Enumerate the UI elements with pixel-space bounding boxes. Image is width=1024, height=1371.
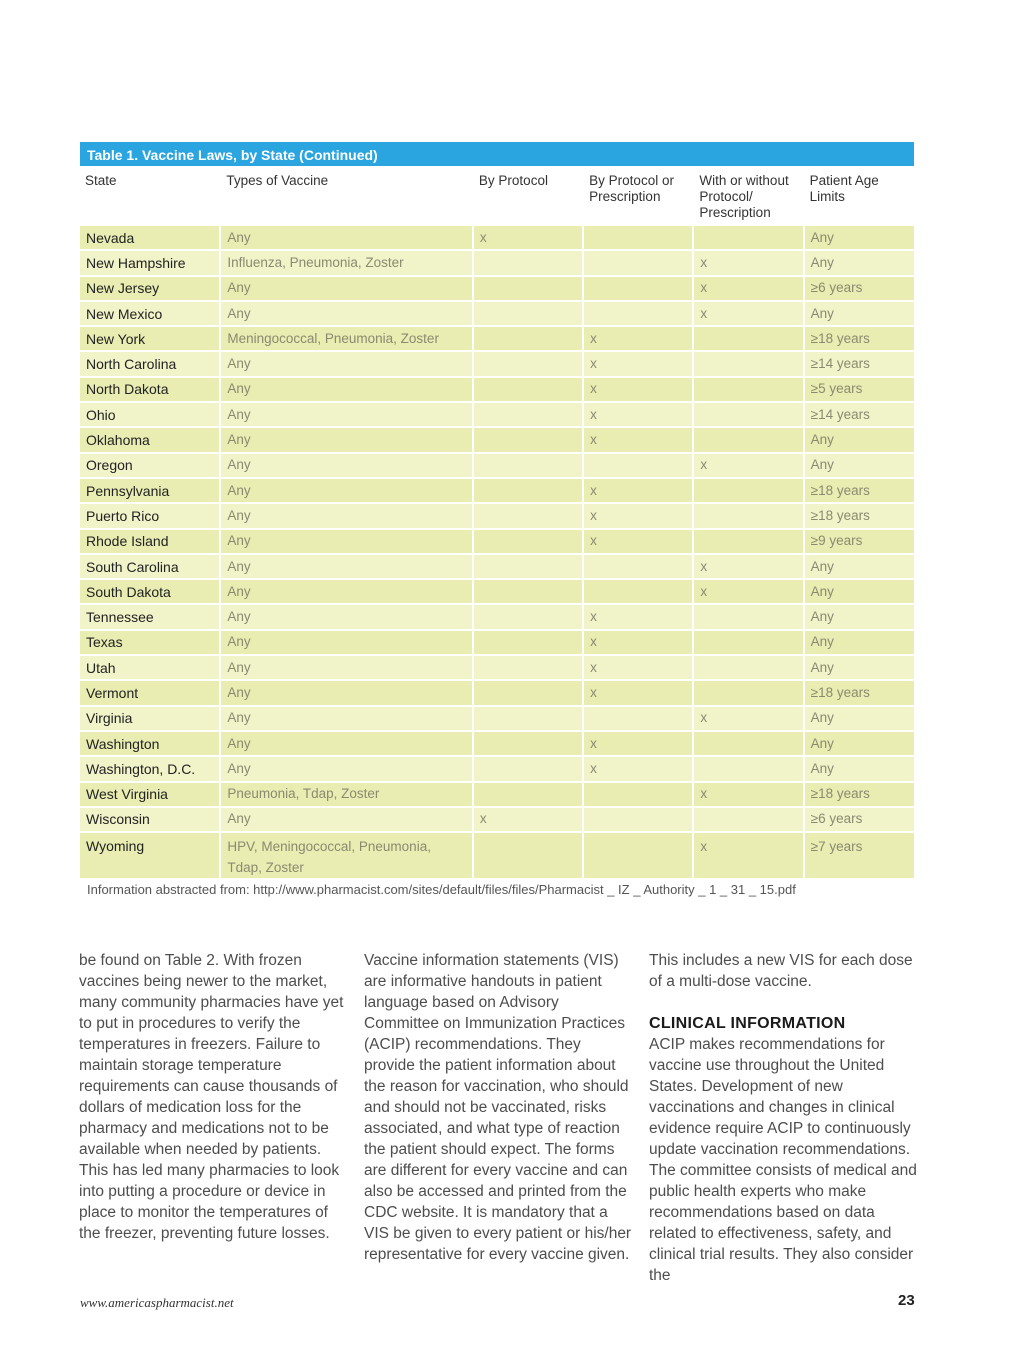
cell-by-protocol (474, 479, 582, 502)
cell-protocol-or-prescription: x (584, 352, 692, 375)
cell-vaccine-types: Any (221, 277, 472, 300)
cell-state: New Jersey (80, 277, 219, 300)
cell-protocol-or-prescription: x (584, 504, 692, 527)
cell-by-protocol (474, 631, 582, 654)
table-row (80, 605, 914, 628)
vaccine-laws-table (80, 142, 914, 880)
table-row (80, 631, 914, 654)
cell-protocol-or-prescription: x (584, 403, 692, 426)
cell-protocol-or-prescription: x (584, 530, 692, 553)
cell-state: Ohio (80, 403, 219, 426)
table-row (80, 732, 914, 755)
body-column-3 (649, 950, 917, 1286)
cell-vaccine-types: Any (221, 631, 472, 654)
cell-age-limit: Any (805, 580, 914, 603)
cell-with-or-without: x (694, 707, 802, 730)
cell-state: Washington, D.C. (80, 757, 219, 780)
cell-age-limit: ≥6 years (805, 808, 914, 831)
cell-by-protocol (474, 530, 582, 553)
cell-age-limit: ≥18 years (805, 783, 914, 806)
table-header-row (80, 168, 914, 224)
cell-age-limit: Any (805, 454, 914, 477)
table-row (80, 226, 914, 249)
cell-with-or-without (694, 226, 802, 249)
table-row (80, 428, 914, 451)
cell-by-protocol (474, 428, 582, 451)
table-row (80, 352, 914, 375)
cell-by-protocol (474, 454, 582, 477)
table-row (80, 656, 914, 679)
cell-protocol-or-prescription (584, 302, 692, 325)
cell-protocol-or-prescription: x (584, 378, 692, 401)
cell-protocol-or-prescription (584, 707, 692, 730)
table-row (80, 504, 914, 527)
header-types: Types of Vaccine (226, 173, 329, 188)
cell-by-protocol (474, 403, 582, 426)
cell-vaccine-types: Any (221, 681, 472, 704)
cell-with-or-without: x (694, 251, 802, 274)
cell-with-or-without (694, 732, 802, 755)
table-row (80, 530, 914, 553)
cell-with-or-without (694, 504, 802, 527)
cell-state: Pennsylvania (80, 479, 219, 502)
table-row (80, 378, 914, 401)
header-age-limits: Patient Age Limits (809, 173, 879, 204)
cell-state: West Virginia (80, 783, 219, 806)
cell-state: South Dakota (80, 580, 219, 603)
cell-protocol-or-prescription (584, 580, 692, 603)
cell-age-limit: Any (805, 605, 914, 628)
cell-vaccine-types: Meningococcal, Pneumonia, Zoster (221, 327, 472, 350)
cell-by-protocol (474, 555, 582, 578)
cell-by-protocol (474, 605, 582, 628)
body-paragraph: This includes a new VIS for each dose of a multi-dose vaccine. (649, 952, 913, 990)
body-paragraph: Vaccine information statements (VIS) are informative handouts in patient language based on Advisory Committee on Immunization Practices (ACIP) recommendations. They provide the patient information about the reason for vaccination, who should and should not be vaccinated, risks associated, and what type of reaction the patient should expect. The forms are different for every vaccine and can also be accessed and printed from the CDC website. It is mandatory that a VIS be given to every patient or his/her representative for every vaccine given. (364, 952, 632, 1263)
cell-by-protocol (474, 656, 582, 679)
cell-age-limit: Any (805, 656, 914, 679)
cell-state: Washington (80, 732, 219, 755)
cell-age-limit: Any (805, 428, 914, 451)
cell-with-or-without (694, 530, 802, 553)
cell-vaccine-types: Any (221, 656, 472, 679)
page-number: 23 (898, 1292, 915, 1309)
table-row (80, 454, 914, 477)
cell-age-limit: Any (805, 226, 914, 249)
cell-vaccine-types: Any (221, 504, 472, 527)
cell-state: Virginia (80, 707, 219, 730)
cell-by-protocol (474, 352, 582, 375)
cell-vaccine-types: Any (221, 530, 472, 553)
cell-age-limit: ≥18 years (805, 327, 914, 350)
cell-with-or-without: x (694, 277, 802, 300)
cell-age-limit: Any (805, 251, 914, 274)
cell-vaccine-types: Any (221, 555, 472, 578)
cell-age-limit: ≥7 years (805, 833, 914, 878)
cell-with-or-without (694, 631, 802, 654)
cell-by-protocol (474, 757, 582, 780)
cell-by-protocol (474, 580, 582, 603)
cell-protocol-or-prescription: x (584, 757, 692, 780)
cell-age-limit: ≥14 years (805, 352, 914, 375)
body-paragraph: be found on Table 2. With frozen vaccines being newer to the market, many community pharmacies have yet to put in procedures to verify the temperatures in freezers. Failure to maintain storage temperature requirements can cause thousands of dollars of medication loss for the pharmacy and medications not to be available when needed by patients. This has led many pharmacies to look into putting a procedure or device in place to monitor the temperatures of the freezer, preventing future losses. (79, 952, 344, 1242)
cell-with-or-without: x (694, 555, 802, 578)
cell-with-or-without: x (694, 302, 802, 325)
cell-vaccine-types: Any (221, 403, 472, 426)
cell-protocol-or-prescription (584, 783, 692, 806)
cell-age-limit: ≥6 years (805, 277, 914, 300)
cell-vaccine-types: Any (221, 352, 472, 375)
cell-protocol-or-prescription (584, 277, 692, 300)
table-row (80, 757, 914, 780)
table-title: Table 1. Vaccine Laws, by State (Continued) (80, 142, 914, 166)
cell-state: Oregon (80, 454, 219, 477)
cell-with-or-without (694, 403, 802, 426)
cell-by-protocol (474, 327, 582, 350)
cell-age-limit: ≥18 years (805, 681, 914, 704)
table-row (80, 555, 914, 578)
cell-protocol-or-prescription (584, 555, 692, 578)
cell-age-limit: ≥14 years (805, 403, 914, 426)
cell-age-limit: ≥18 years (805, 504, 914, 527)
cell-age-limit: Any (805, 707, 914, 730)
cell-age-limit: ≥9 years (805, 530, 914, 553)
cell-by-protocol: x (474, 226, 582, 249)
section-heading: CLINICAL INFORMATION (649, 1015, 846, 1032)
table-row (80, 833, 914, 878)
table-row (80, 479, 914, 502)
header-by-protocol: By Protocol (478, 173, 548, 188)
cell-vaccine-types: Any (221, 580, 472, 603)
cell-state: South Carolina (80, 555, 219, 578)
cell-with-or-without: x (694, 783, 802, 806)
footer-url: www.americaspharmacist.net (80, 1295, 234, 1310)
table-row (80, 580, 914, 603)
cell-state: North Carolina (80, 352, 219, 375)
cell-age-limit: Any (805, 302, 914, 325)
cell-with-or-without (694, 681, 802, 704)
cell-vaccine-types: Any (221, 707, 472, 730)
cell-protocol-or-prescription: x (584, 428, 692, 451)
cell-with-or-without: x (694, 454, 802, 477)
cell-by-protocol (474, 277, 582, 300)
table-row (80, 681, 914, 704)
cell-with-or-without (694, 327, 802, 350)
cell-by-protocol (474, 707, 582, 730)
header-with-or-without: With or without Protocol/ Prescription (699, 173, 789, 220)
cell-by-protocol (474, 732, 582, 755)
cell-protocol-or-prescription: x (584, 732, 692, 755)
cell-age-limit: Any (805, 757, 914, 780)
table-row (80, 302, 914, 325)
cell-age-limit: Any (805, 631, 914, 654)
cell-with-or-without (694, 605, 802, 628)
cell-state: Texas (80, 631, 219, 654)
cell-vaccine-types: Any (221, 378, 472, 401)
cell-with-or-without: x (694, 833, 802, 878)
table-grid (78, 166, 916, 880)
cell-state: New Hampshire (80, 251, 219, 274)
cell-with-or-without (694, 352, 802, 375)
cell-state: Rhode Island (80, 530, 219, 553)
cell-by-protocol (474, 251, 582, 274)
source-note: Information abstracted from: http://www.pharmacist.com/sites/default/files/files/Pharmacist _ IZ _ Authority _ 1 _ 31 _ 15.pdf (87, 882, 796, 897)
cell-protocol-or-prescription: x (584, 656, 692, 679)
table-row (80, 783, 914, 806)
cell-vaccine-types: Influenza, Pneumonia, Zoster (221, 251, 472, 274)
cell-vaccine-types: Any (221, 226, 472, 249)
cell-protocol-or-prescription (584, 226, 692, 249)
table-row (80, 403, 914, 426)
cell-vaccine-types: Any (221, 302, 472, 325)
cell-state: North Dakota (80, 378, 219, 401)
cell-protocol-or-prescription (584, 251, 692, 274)
table-row (80, 327, 914, 350)
cell-age-limit: Any (805, 555, 914, 578)
cell-protocol-or-prescription (584, 808, 692, 831)
cell-vaccine-types: Any (221, 428, 472, 451)
cell-state: Oklahoma (80, 428, 219, 451)
table-row (80, 808, 914, 831)
cell-vaccine-types: Pneumonia, Tdap, Zoster (221, 783, 472, 806)
cell-state: Wyoming (80, 833, 219, 878)
cell-protocol-or-prescription: x (584, 479, 692, 502)
cell-with-or-without (694, 479, 802, 502)
table-row (80, 707, 914, 730)
cell-by-protocol (474, 833, 582, 878)
cell-state: New York (80, 327, 219, 350)
cell-with-or-without (694, 428, 802, 451)
cell-vaccine-types: Any (221, 757, 472, 780)
cell-with-or-without (694, 656, 802, 679)
cell-by-protocol (474, 681, 582, 704)
cell-state: Vermont (80, 681, 219, 704)
cell-protocol-or-prescription: x (584, 327, 692, 350)
cell-vaccine-types: Any (221, 732, 472, 755)
cell-protocol-or-prescription (584, 833, 692, 878)
header-state: State (85, 173, 117, 188)
cell-vaccine-types: HPV, Meningococcal, Pneumonia, Tdap, Zoster (221, 833, 472, 878)
cell-with-or-without (694, 378, 802, 401)
cell-state: Puerto Rico (80, 504, 219, 527)
cell-state: Wisconsin (80, 808, 219, 831)
cell-protocol-or-prescription (584, 454, 692, 477)
cell-age-limit: ≥5 years (805, 378, 914, 401)
cell-with-or-without (694, 808, 802, 831)
cell-by-protocol (474, 302, 582, 325)
cell-age-limit: Any (805, 732, 914, 755)
cell-vaccine-types: Any (221, 808, 472, 831)
body-column-2 (364, 950, 632, 1265)
cell-by-protocol (474, 783, 582, 806)
cell-by-protocol (474, 378, 582, 401)
cell-with-or-without: x (694, 580, 802, 603)
cell-age-limit: ≥18 years (805, 479, 914, 502)
body-paragraph: ACIP makes recommendations for vaccine use throughout the United States. Development of new vaccinations and changes in clinical evidence require ACIP to continuously update vaccination recommendations. The committee consists of medical and public health experts who make recommendations based on data related to effectiveness, safety, and clinical trial results. They also consider the (649, 1036, 917, 1284)
cell-by-protocol (474, 504, 582, 527)
header-protocol-or-prescription: By Protocol or Prescription (589, 173, 674, 204)
cell-vaccine-types: Any (221, 605, 472, 628)
cell-vaccine-types: Any (221, 479, 472, 502)
cell-state: New Mexico (80, 302, 219, 325)
cell-with-or-without (694, 757, 802, 780)
table-row (80, 277, 914, 300)
body-column-1 (79, 950, 347, 1244)
cell-protocol-or-prescription: x (584, 681, 692, 704)
cell-protocol-or-prescription: x (584, 631, 692, 654)
cell-state: Tennessee (80, 605, 219, 628)
cell-by-protocol: x (474, 808, 582, 831)
cell-state: Utah (80, 656, 219, 679)
table-body (80, 226, 914, 878)
cell-state: Nevada (80, 226, 219, 249)
table-row (80, 251, 914, 274)
cell-vaccine-types: Any (221, 454, 472, 477)
cell-protocol-or-prescription: x (584, 605, 692, 628)
